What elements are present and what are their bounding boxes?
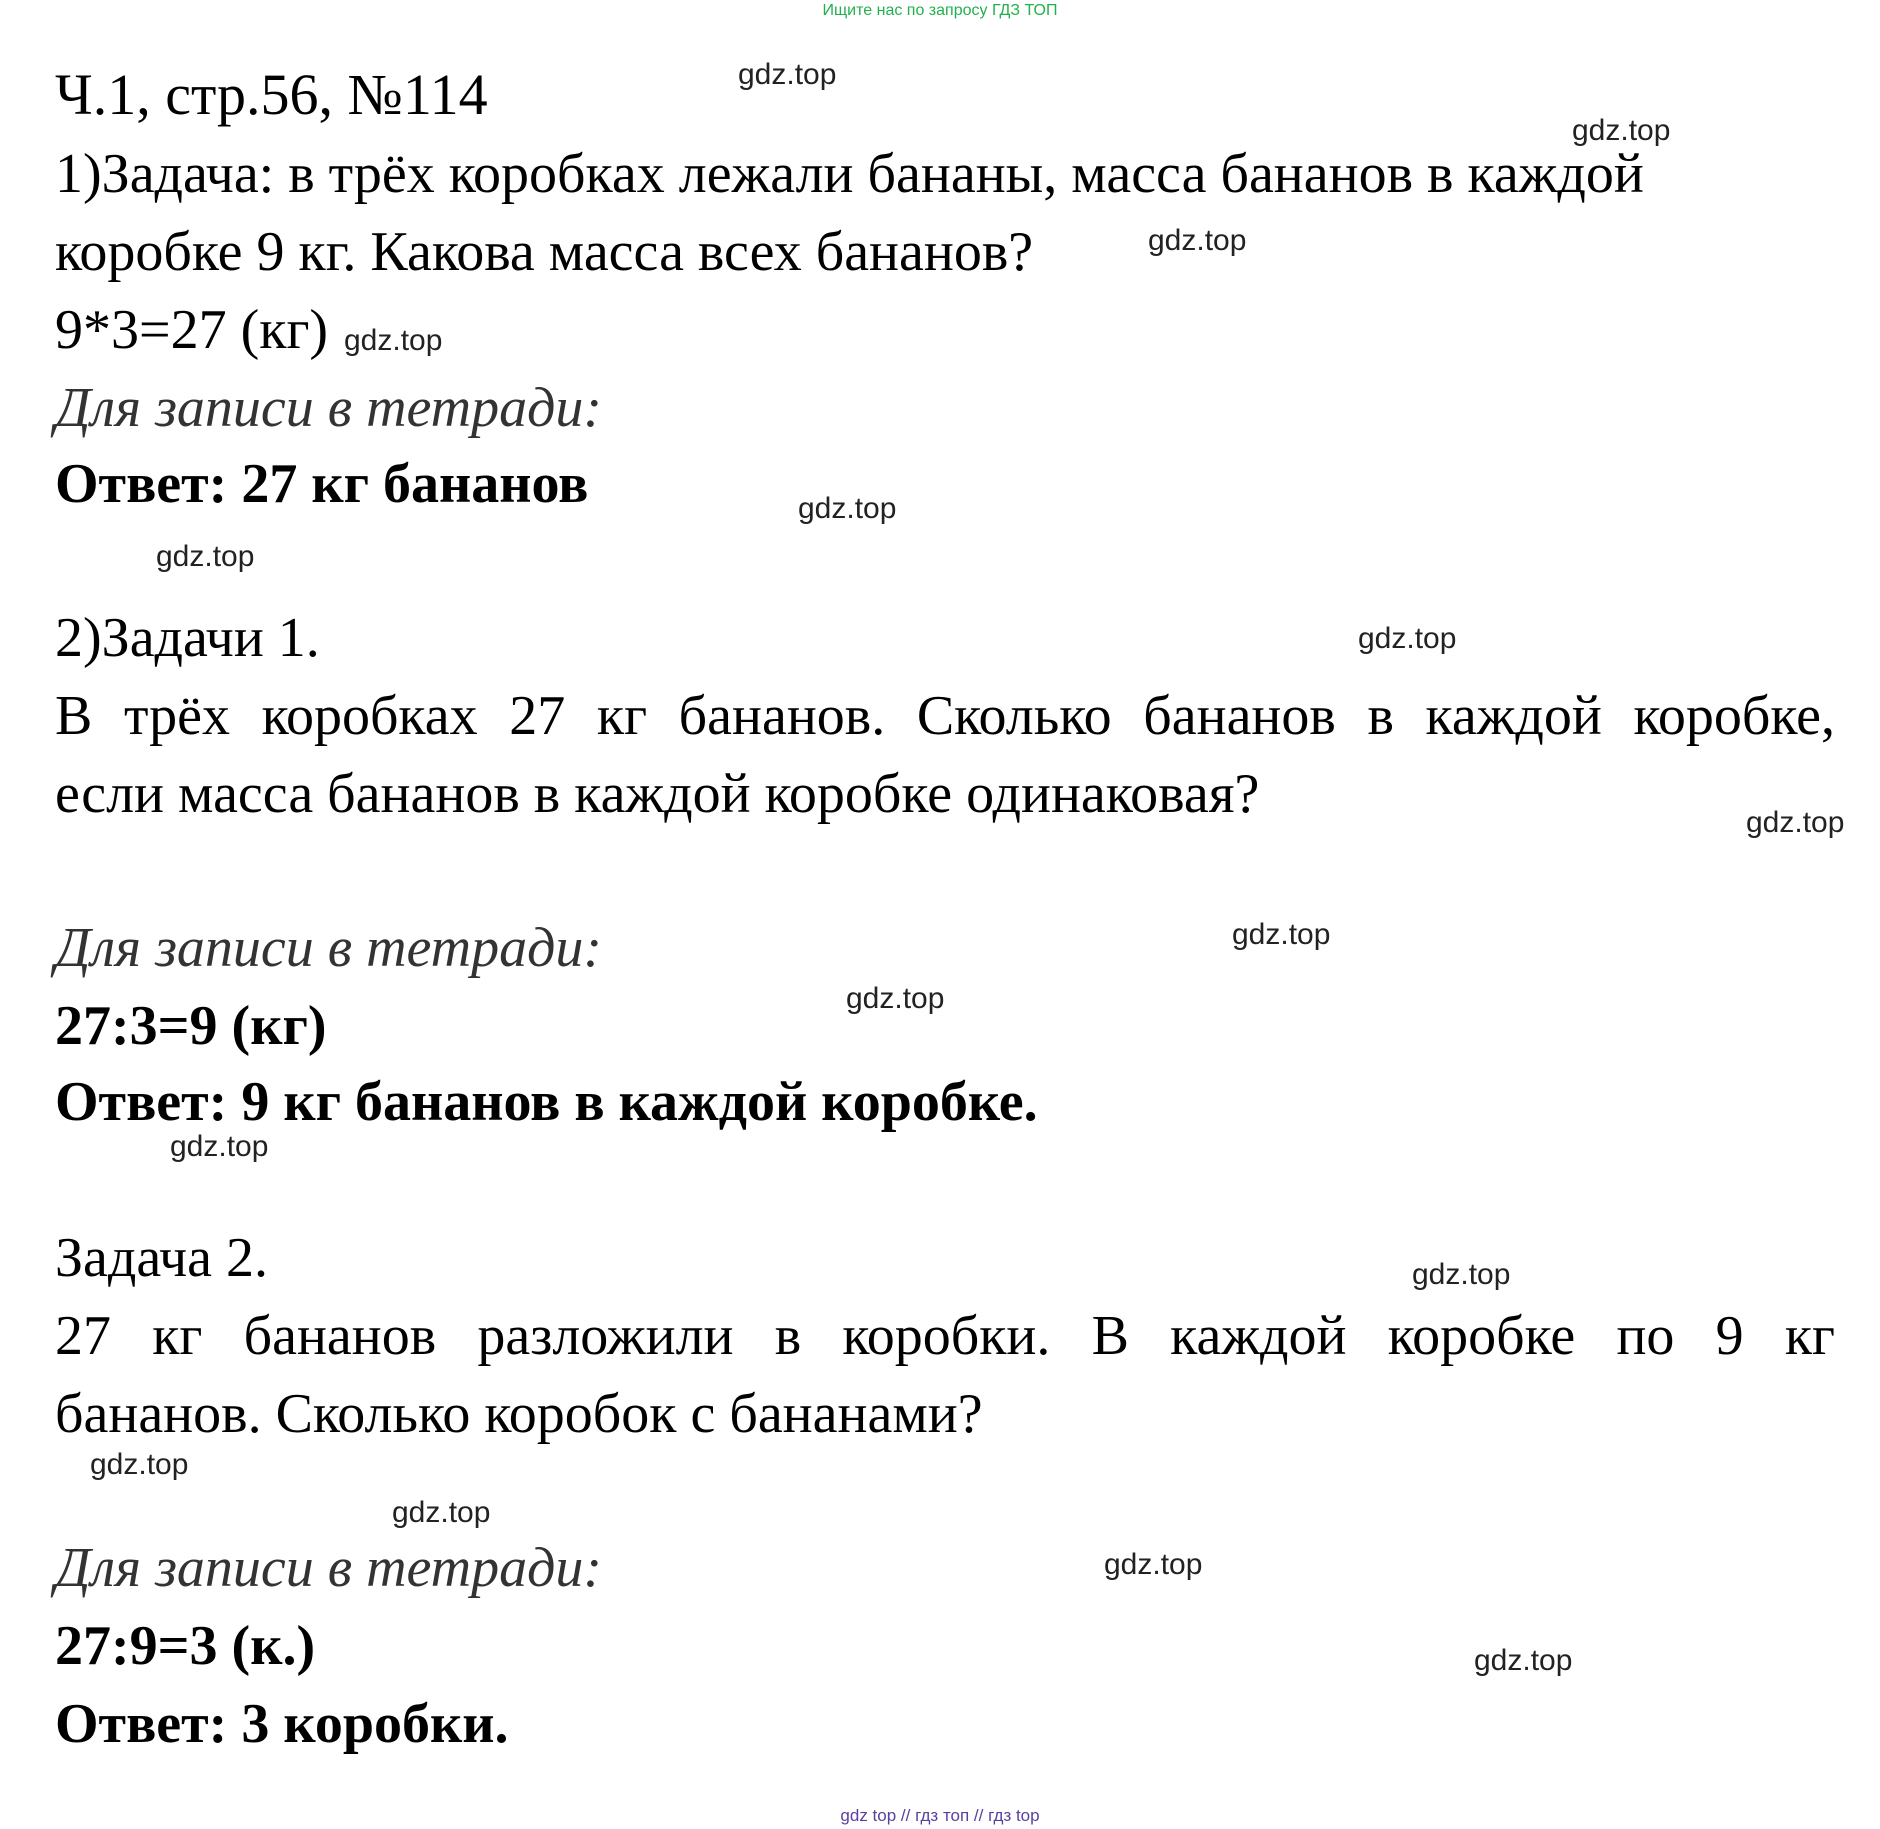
watermark: gdz.top <box>846 982 945 1015</box>
task1-notebook-label: Для записи в тетради: <box>55 377 603 439</box>
watermark: gdz.top <box>392 1496 491 1529</box>
watermark: gdz.top <box>344 324 443 357</box>
task2-text-line2: если масса бананов в каждой коробке одинаковая? <box>55 763 1260 825</box>
task3-answer: Ответ: 3 коробки. <box>55 1693 509 1755</box>
watermark: gdz.top <box>90 1448 189 1481</box>
watermark: gdz.top <box>798 492 897 525</box>
watermark: gdz.top <box>738 58 837 91</box>
watermark: gdz.top <box>156 540 255 573</box>
page-title: Ч.1, стр.56, №114 <box>55 62 488 127</box>
task2-calculation: 27:3=9 (кг) <box>55 995 327 1057</box>
task3-text-line2: бананов. Сколько коробок с бананами? <box>55 1383 983 1445</box>
task1-text-line2: коробке 9 кг. Какова масса всех бананов? <box>55 221 1034 283</box>
watermark: gdz.top <box>1232 918 1331 951</box>
task2-answer: Ответ: 9 кг бананов в каждой коробке. <box>55 1071 1038 1133</box>
search-banner: Ищите нас по запросу ГДЗ ТОП <box>822 2 1058 19</box>
watermark: gdz.top <box>1358 622 1457 655</box>
task2-notebook-label: Для записи в тетради: <box>55 917 603 979</box>
watermark: gdz.top <box>1412 1258 1511 1291</box>
task3-calculation: 27:9=3 (к.) <box>55 1615 316 1677</box>
task3-notebook-label: Для записи в тетради: <box>55 1537 603 1599</box>
task2-text-line1: В трёх коробках 27 кг бананов. Сколько бананов в каждой коробке, <box>55 685 1835 747</box>
task3-text-line1: 27 кг бананов разложили в коробки. В каждой коробке по 9 кг <box>55 1305 1835 1367</box>
task1-calculation: 9*3=27 (кг) <box>55 299 329 361</box>
watermark: gdz.top <box>1104 1548 1203 1581</box>
task1-answer: Ответ: 27 кг бананов <box>55 453 589 515</box>
task3-heading: Задача 2. <box>55 1227 269 1289</box>
watermark: gdz.top <box>170 1130 269 1163</box>
watermark: gdz.top <box>1474 1644 1573 1677</box>
task2-heading: 2)Задачи 1. <box>55 607 320 669</box>
watermark: gdz.top <box>1148 224 1247 257</box>
watermark: gdz.top <box>1746 806 1845 839</box>
footer-banner: gdz top // гдз топ // гдз top <box>840 1806 1040 1825</box>
task1-text-line1: 1)Задача: в трёх коробках лежали бананы, масса бананов в каждой <box>55 143 1644 205</box>
watermark: gdz.top <box>1572 114 1671 147</box>
